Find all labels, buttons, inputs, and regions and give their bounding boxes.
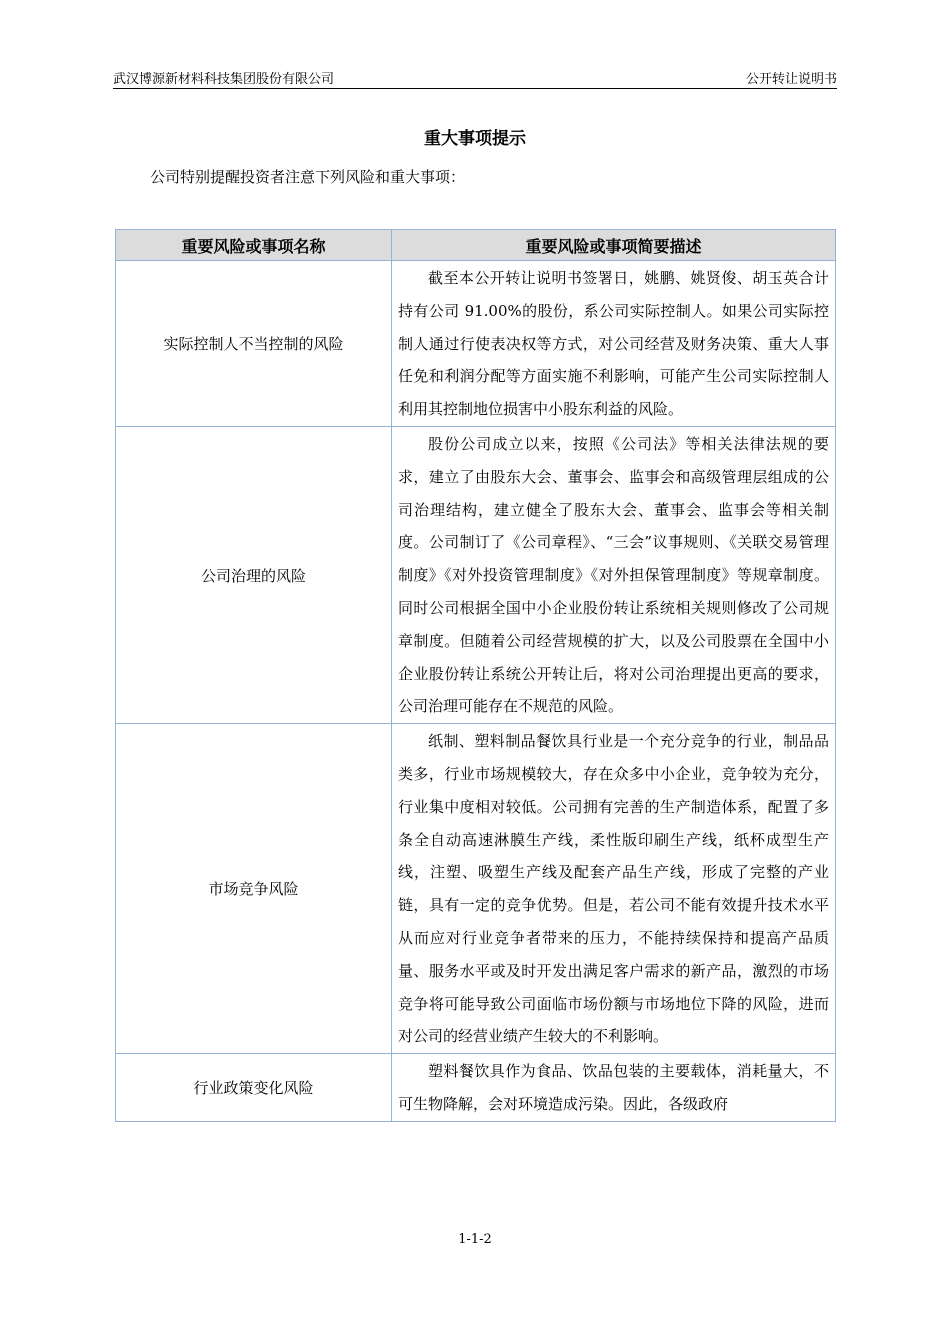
page-title: 重大事项提示	[424, 129, 526, 149]
table-row	[116, 1054, 836, 1122]
intro-text: 公司特别提醒投资者注意下列风险和重大事项：	[150, 168, 466, 186]
table-row	[116, 261, 836, 427]
table-row	[116, 724, 836, 1054]
risk-description: 股份公司成立以来，按照《公司法》等相关法律法规的要求，建立了由股东大会、董事会、监事会和高级管理层组成的公司治理结构，建立健全了股东大会、董事会、监事会等相关制度。公司制订了《公司章程》、“三会”议事规则、《关联交易管理制度》《对外投资管理制度》《对外担保管理制度》等规章制度。同时公司根据全国中小企业股份转让系统相关规则修改了公司规章制度。但随着公司经营规模的扩大，以及公司股票在全国中小企业股份转让系统公开转让后，将对公司治理提出更高的要求，公司治理可能存在不规范的风险。	[392, 426, 836, 723]
table-row	[116, 426, 836, 723]
risk-description: 纸制、塑料制品餐饮具行业是一个充分竞争的行业，制品品类多，行业市场规模较大，存在众多中小企业，竞争较为充分，行业集中度相对较低。公司拥有完善的生产制造体系，配置了多条全自动高速淋膜生产线，柔性版印刷生产线，纸杯成型生产线，注塑、吸塑生产线及配套产品生产线，形成了完整的产业链，具有一定的竞争优势。但是，若公司不能有效提升技术水平从而应对行业竞争者带来的压力，不能持续保持和提高产品质量、服务水平或及时开发出满足客户需求的新产品，激烈的市场竞争将可能导致公司面临市场份额与市场地位下降的风险，进而对公司的经营业绩产生较大的不利影响。	[392, 724, 836, 1054]
risk-description: 塑料餐饮具作为食品、饮品包装的主要载体，消耗量大，不可生物降解，会对环境造成污染。因此，各级政府	[392, 1054, 836, 1122]
risk-description: 截至本公开转让说明书签署日，姚鹏、姚贤俊、胡玉英合计持有公司 91.00%的股份，系公司实际控制人。如果公司实际控制人通过行使表决权等方式，对公司经营及财务决策、重大人事任免和利润分配等方面实施不利影响，可能产生公司实际控制人利用其控制地位损害中小股东利益的风险。	[392, 261, 836, 427]
table-header-row	[116, 230, 836, 261]
document-type: 公开转让说明书	[745, 72, 837, 87]
column-header-description: 重要风险或事项简要描述	[392, 230, 836, 261]
risk-name: 实际控制人不当控制的风险	[116, 261, 392, 427]
risk-name: 行业政策变化风险	[116, 1054, 392, 1122]
page-number: 1-1-2	[458, 1232, 492, 1247]
company-name: 武汉博源新材料科技集团股份有限公司	[113, 72, 335, 87]
risk-name: 市场竞争风险	[116, 724, 392, 1054]
column-header-name: 重要风险或事项名称	[116, 230, 392, 261]
page-header	[113, 66, 837, 89]
risk-name: 公司治理的风险	[116, 426, 392, 723]
risk-table	[115, 229, 836, 1122]
